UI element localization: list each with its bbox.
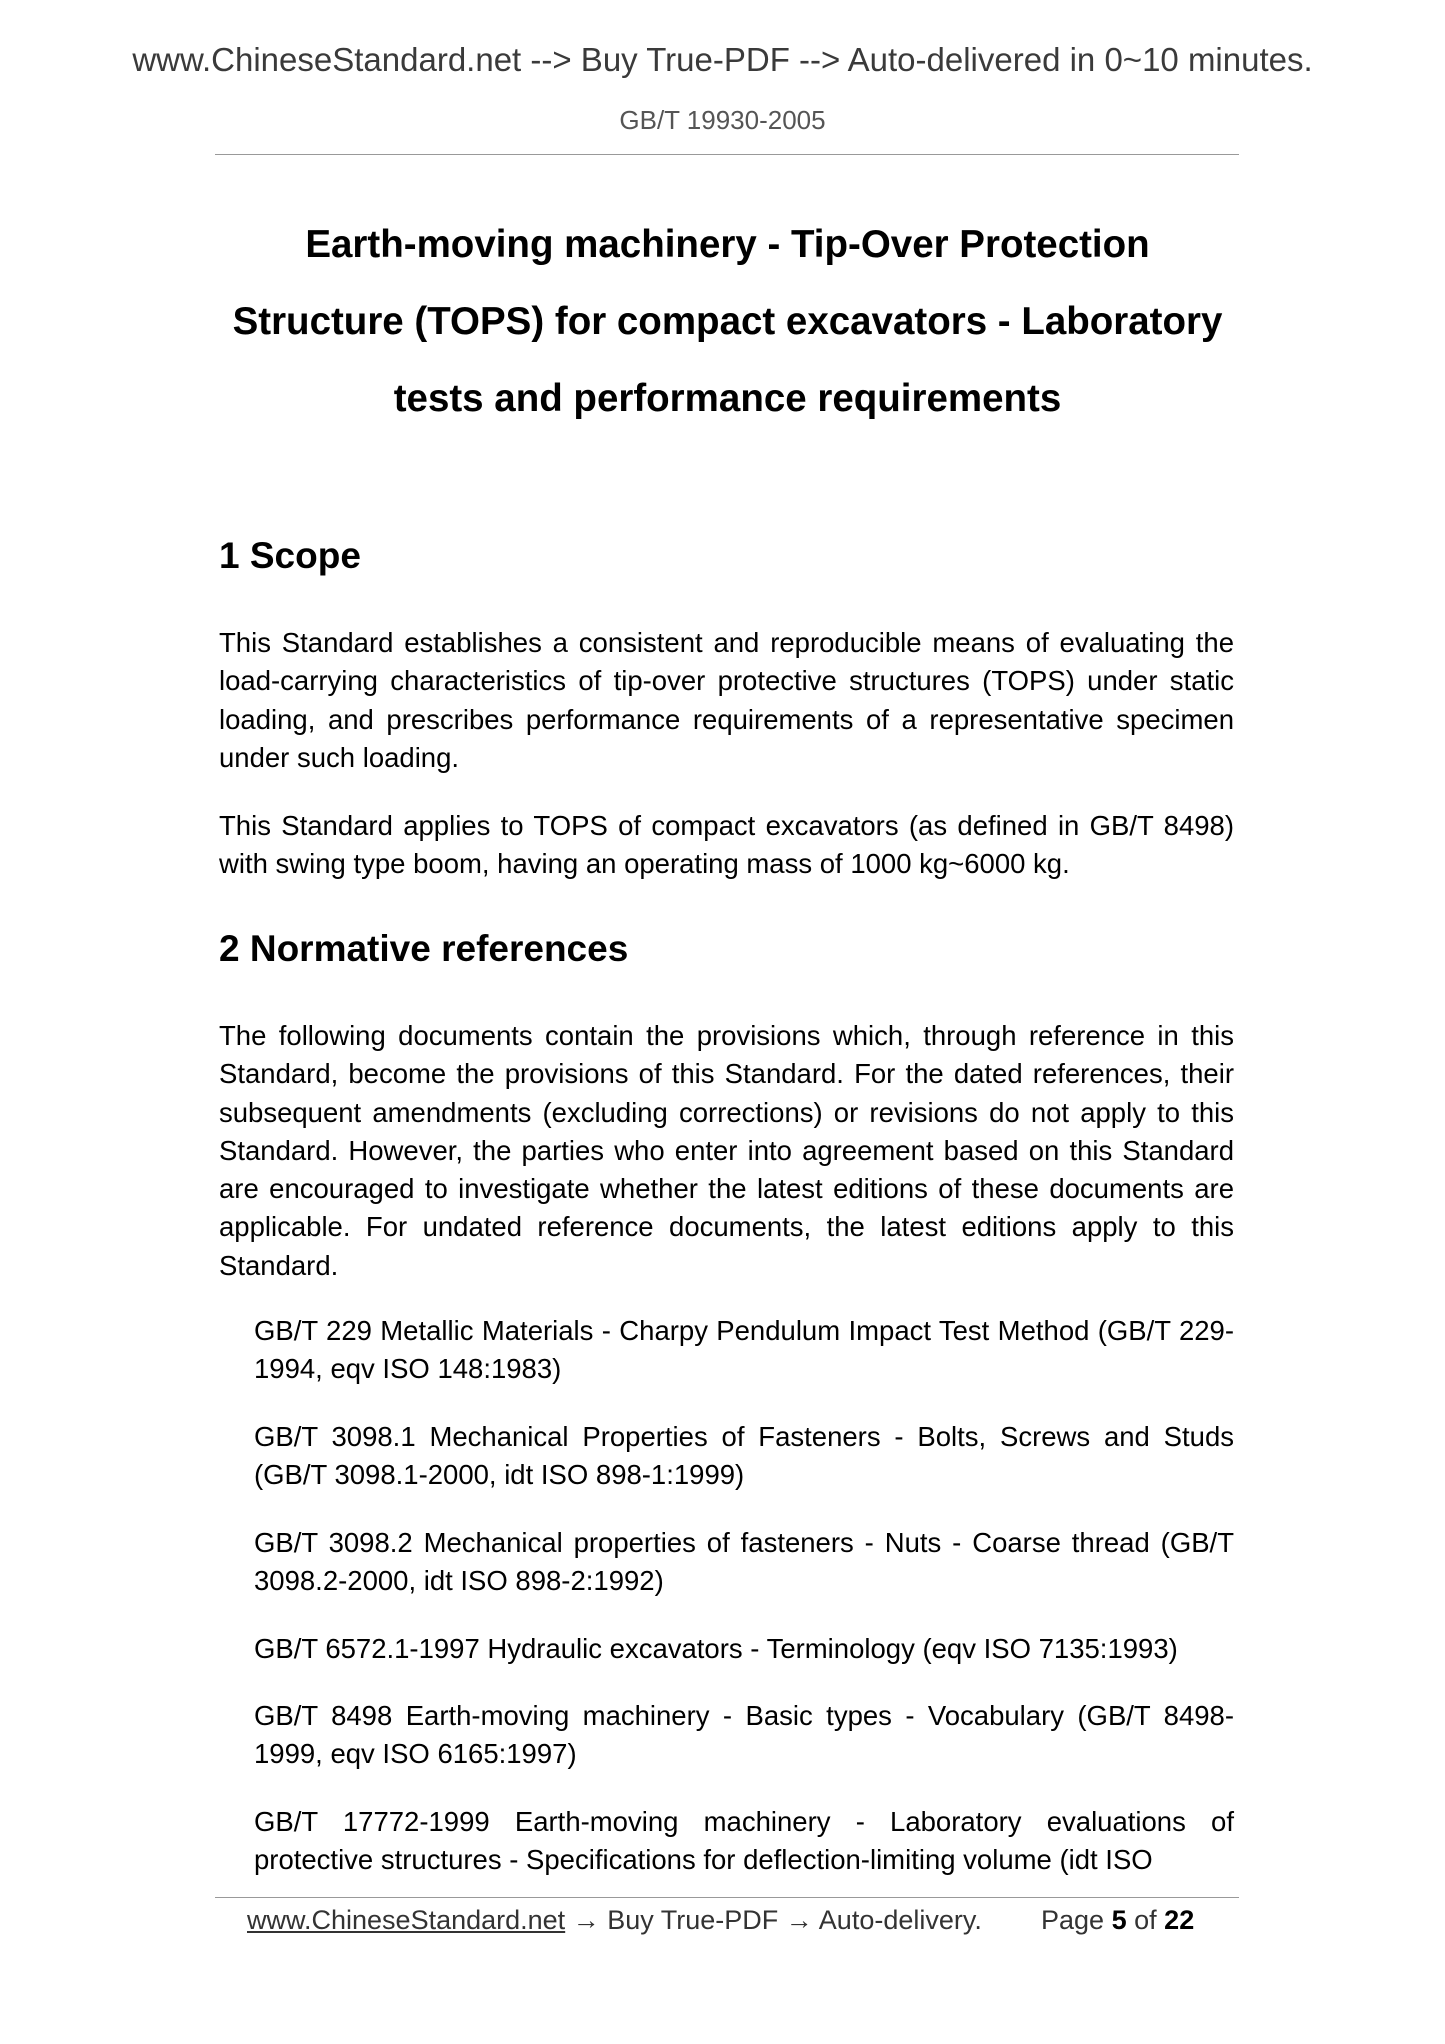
title-line-3: tests and performance requirements: [393, 377, 1062, 420]
normative-intro-paragraph: The following documents contain the provisions which, through reference in this Standard, become the provisions of this Standard. For the dated references, their subsequent amendments (excluding corrections) or revisions do not apply to this Standard. However, the parties who enter into agreement based on this Standard are encouraged to investigate whether the latest editions of these documents are applicable. For undated reference documents, the latest editions apply to this Standard.: [219, 1020, 1234, 1281]
document-title: [180, 206, 1275, 437]
footer-site-link[interactable]: www.ChineseStandard.net: [247, 1905, 566, 1935]
page-total: 22: [1164, 1905, 1195, 1935]
reference-item: GB/T 3098.2 Mechanical properties of fasteners - Nuts - Coarse thread (GB/T 3098.2-2000, idt ISO 898-2:1992): [254, 1527, 1234, 1597]
top-banner: www.ChineseStandard.net --> Buy True-PDF --> Auto-delivered in 0~10 minutes.: [132, 41, 1313, 78]
reference-item: GB/T 6572.1-1997 Hydraulic excavators - Terminology (eqv ISO 7135:1993): [254, 1633, 1178, 1664]
footer-buy-text: Buy True-PDF: [607, 1905, 779, 1935]
page-indicator: [1041, 1900, 1194, 1940]
of-label: of: [1134, 1905, 1157, 1935]
footer-auto-text: Auto-delivery.: [818, 1905, 982, 1935]
page-label: Page: [1041, 1905, 1105, 1935]
header-divider: [215, 154, 1239, 155]
footer-divider: [215, 1897, 1239, 1898]
section-heading-normative-references: 2 Normative references: [219, 928, 629, 969]
footer-left: [247, 1900, 982, 1940]
arrow-right-icon: →: [785, 1905, 813, 1935]
reference-item: GB/T 3098.1 Mechanical Properties of Fasteners - Bolts, Screws and Studs (GB/T 3098.1-2000, idt ISO 898-1:1999): [254, 1421, 1234, 1491]
title-line-2: Structure (TOPS) for compact excavators - Laboratory: [232, 300, 1223, 343]
scope-paragraph-2: This Standard applies to TOPS of compact excavators (as defined in GB/T 8498) with swing type boom, having an operating mass of 1000 kg~6000 kg.: [219, 810, 1234, 880]
scope-paragraph-1: This Standard establishes a consistent and reproducible means of evaluating the load-carrying characteristics of tip-over protective structures (TOPS) under static loading, and prescribes performance requirements of a representative specimen under such loading.: [219, 627, 1234, 773]
document-code: GB/T 19930-2005: [619, 105, 826, 135]
reference-item: GB/T 229 Metallic Materials - Charpy Pendulum Impact Test Method (GB/T 229-1994, eqv ISO 148:1983): [254, 1315, 1234, 1385]
reference-item: GB/T 17772-1999 Earth-moving machinery - Laboratory evaluations of protective structures - Specifications for deflection-limiting volume (idt ISO: [254, 1806, 1234, 1876]
reference-item: GB/T 8498 Earth-moving machinery - Basic types - Vocabulary (GB/T 8498-1999, eqv ISO 6165:1997): [254, 1700, 1234, 1770]
page-number: 5: [1111, 1905, 1127, 1935]
title-line-1: Earth-moving machinery - Tip-Over Protection: [305, 223, 1150, 266]
section-heading-scope: 1 Scope: [219, 535, 361, 576]
arrow-right-icon: →: [572, 1905, 600, 1935]
